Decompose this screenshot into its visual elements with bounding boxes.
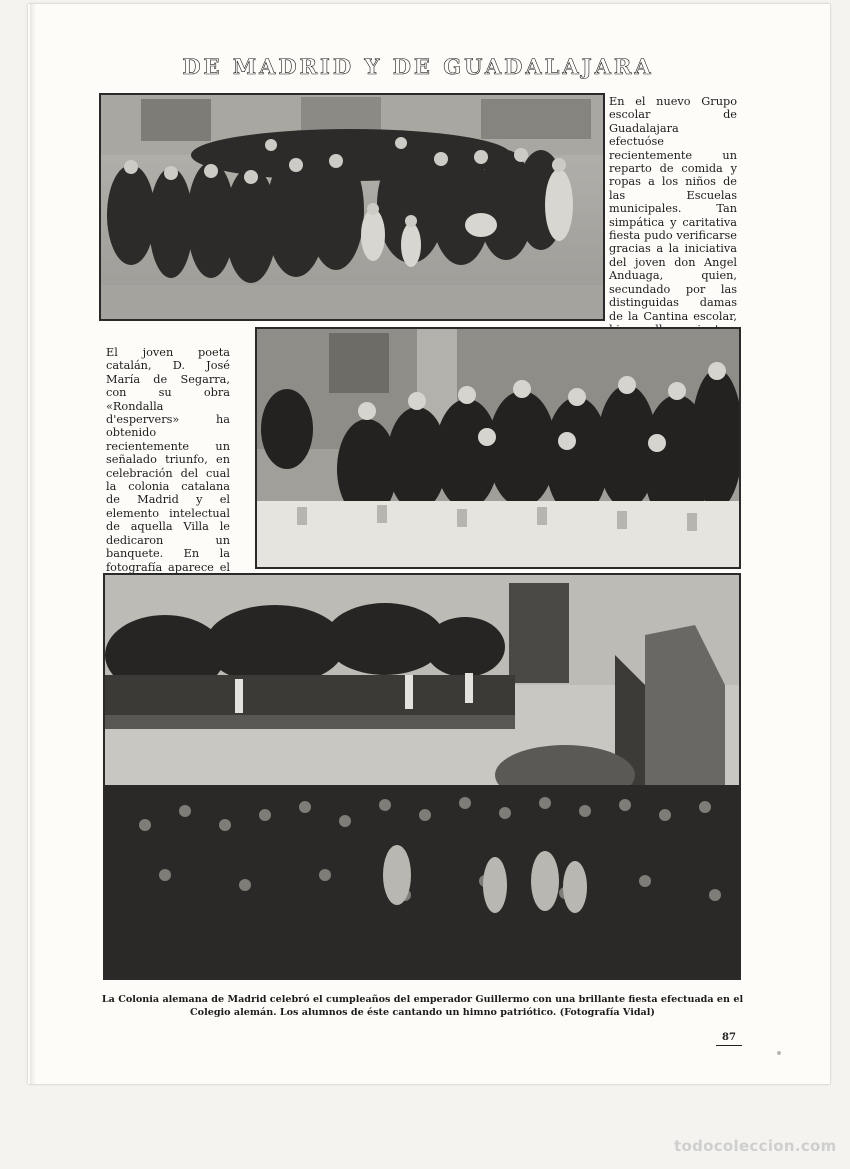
caption-segarra-text: El joven poeta catalán, D. José María de Segarra, con su obra «Rondalla d'espervers» ha obtenido recientemente un señalado triunfo, en celebración del cual la colonia catalana de Madrid y el elemento intelectual de aquella Villa le dedicaron un banquete. En la fotografía aparece el: [106, 346, 230, 574]
photo-colegio-aleman: [103, 573, 741, 980]
caption-colonia-alemana: La Colonia alemana de Madrid celebró el cumpleaños del emperador Guillermo con una brillante fiesta efectuada en el Colegio alemán. Los alumnos de éste cantando un himno patriótico. (Fotografía Vidal): [101, 994, 744, 1018]
photo-guadalajara-school: [99, 93, 605, 321]
page-edge-shadow: [30, 4, 36, 1084]
paper-speck: [777, 1051, 781, 1055]
watermark-logo: todocoleccion.com: [674, 1137, 837, 1155]
page-title: DE MADRID Y DE GUADALAJARA: [182, 54, 654, 79]
caption-guadalajara-text: En el nuevo Grupo escolar de Guadalajara efectuóse recientemente un reparto de comida y ropas a los niños de las Escuelas municipales. Tan simpática y caritativa fiesta pudo verificarse gracias a la iniciativa del joven don Angel Anduaga, quien, secundado por las distinguidas damas de la Cantina escolar,: [609, 95, 737, 323]
page-number: 87: [716, 1032, 742, 1046]
photo-segarra-banquet: [255, 327, 741, 569]
